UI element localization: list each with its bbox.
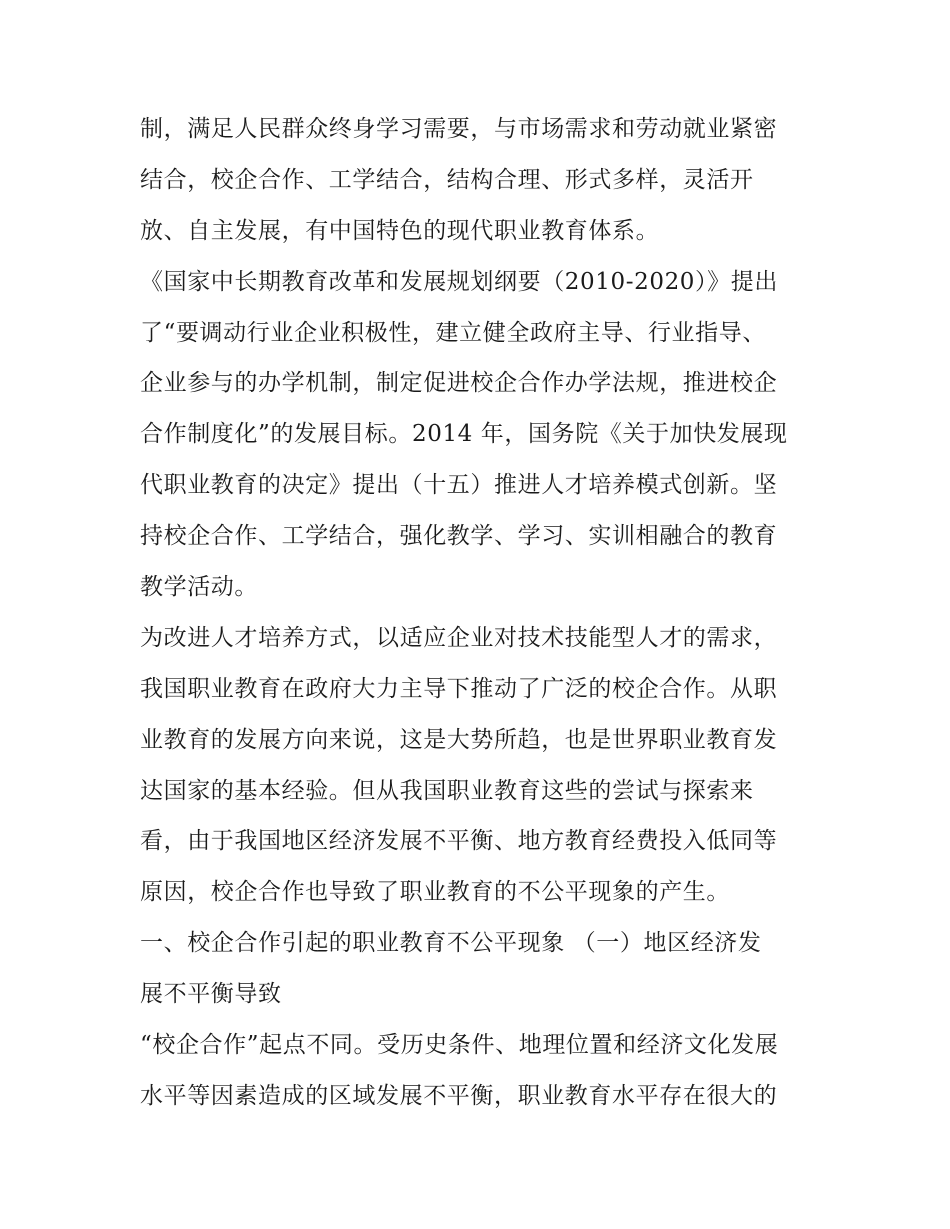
text-line: 合作制度化”的发展目标。2014 年，国务院《关于加快发展现 <box>140 421 788 448</box>
text-line: 水平等因素造成的区域发展不平衡，职业教育水平存在很大的 <box>140 1082 778 1109</box>
text-line: 达国家的基本经验。但从我国职业教育这些的尝试与探索来 <box>140 777 754 804</box>
document-body <box>140 104 820 1122</box>
text-line: 制，满足人民群众终身学习需要，与市场需求和劳动就业紧密 <box>140 116 778 142</box>
text-line: 为改进人才培养方式，以适应企业对技术技能型人才的需求， <box>140 624 778 651</box>
text-line: 结合，校企合作、工学结合，结构合理、形式多样，灵活开 <box>140 166 754 193</box>
text-line: 企业参与的办学机制，制定促进校企合作办学法规，推进校企 <box>140 370 778 397</box>
text-line: 原因，校企合作也导致了职业教育的不公平现象的产生。 <box>140 879 730 906</box>
text-line: 我国职业教育在政府大力主导下推动了广泛的校企合作。从职 <box>140 675 778 702</box>
text-line: 看，由于我国地区经济发展不平衡、地方教育经费投入低同等 <box>140 828 778 855</box>
section-heading-line: 一、校企合作引起的职业教育不公平现象 （一）地区经济发 <box>140 930 762 957</box>
text-line: 放、自主发展，有中国特色的现代职业教育体系。 <box>140 217 660 244</box>
text-line: 了“要调动行业企业积极性，建立健全政府主导、行业指导、 <box>140 319 766 346</box>
text-line: 《国家中长期教育改革和发展规划纲要（2010-2020）》提出 <box>140 268 778 295</box>
text-line: 业教育的发展方向来说，这是大势所趋，也是世界职业教育发 <box>140 726 778 753</box>
text-line: 教学活动。 <box>140 574 258 601</box>
text-line: 代职业教育的决定》提出（十五）推进人才培养模式创新。坚 <box>140 472 778 499</box>
text-line: “校企合作”起点不同。受历史条件、地理位置和经济文化发展 <box>140 1032 779 1059</box>
text-line: 持校企合作、工学结合，强化教学、学习、实训相融合的教育 <box>140 523 778 550</box>
section-heading-line: 展不平衡导致 <box>140 981 282 1008</box>
